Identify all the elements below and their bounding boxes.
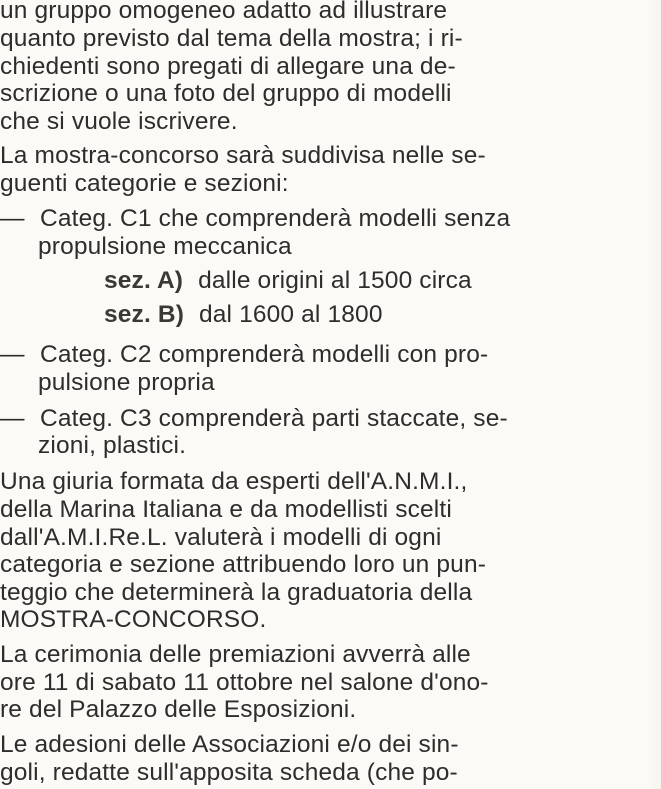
text-line: della Marina Italiana e da modellisti scelti bbox=[0, 496, 452, 523]
text-line: Una giuria formata da esperti dell'A.N.M.I., bbox=[0, 468, 468, 495]
text-line: dall'A.M.I.Re.L. valuterà i modelli di ogni bbox=[0, 524, 442, 551]
text-line: pulsione propria bbox=[38, 369, 215, 396]
text-line: ore 11 di sabato 11 ottobre nel salone d'ono- bbox=[0, 669, 489, 696]
category-c1-line bbox=[0, 205, 510, 233]
text-line: Categ. C1 che comprenderà modelli senza bbox=[40, 205, 511, 232]
section-b-label: sez. B) bbox=[104, 301, 185, 328]
section-a-text: dalle origini al 1500 circa bbox=[198, 267, 472, 294]
text-line: goli, redatte sull'apposita scheda (che po- bbox=[0, 759, 458, 786]
text-line: Categ. C3 comprenderà parti staccate, se- bbox=[40, 405, 508, 432]
text-line: La mostra-concorso sarà suddivisa nelle se- bbox=[0, 142, 486, 169]
text-line: scrizione o una foto del gruppo di modelli bbox=[0, 80, 452, 107]
em-dash-bullet: — bbox=[0, 341, 25, 368]
text-line: zioni, plastici. bbox=[38, 432, 187, 459]
text-line: teggio che determinerà la graduatoria della bbox=[0, 579, 473, 606]
text-line: guenti categorie e sezioni: bbox=[0, 170, 289, 197]
text-line: un gruppo omogeneo adatto ad illustrare bbox=[0, 0, 448, 24]
em-dash-bullet: — bbox=[0, 405, 25, 432]
text-line: quanto previsto dal tema della mostra; i ri- bbox=[0, 25, 463, 52]
paper-edge-shade bbox=[647, 0, 661, 789]
category-c3-line bbox=[0, 405, 508, 433]
text-line: che si vuole iscrivere. bbox=[0, 108, 238, 135]
text-line: Le adesioni delle Associazioni e/o dei sin- bbox=[0, 731, 459, 758]
section-a-label: sez. A) bbox=[104, 267, 184, 294]
text-line: propulsione meccanica bbox=[38, 233, 292, 260]
text-line: chiedenti sono pregati di allegare una de- bbox=[0, 53, 456, 80]
section-b-line bbox=[104, 301, 383, 329]
text-line: re del Palazzo delle Esposizioni. bbox=[0, 696, 357, 723]
text-line: Categ. C2 comprenderà modelli con pro- bbox=[40, 341, 489, 368]
em-dash-bullet: — bbox=[0, 205, 25, 232]
section-a-line bbox=[104, 267, 472, 295]
text-line: La cerimonia delle premiazioni avverrà alle bbox=[0, 641, 471, 668]
text-line: MOSTRA-CONCORSO. bbox=[0, 606, 267, 633]
category-c2-line bbox=[0, 341, 488, 369]
section-b-text: dal 1600 al 1800 bbox=[199, 301, 383, 328]
text-line: categoria e sezione attribuendo loro un pun- bbox=[0, 551, 487, 578]
